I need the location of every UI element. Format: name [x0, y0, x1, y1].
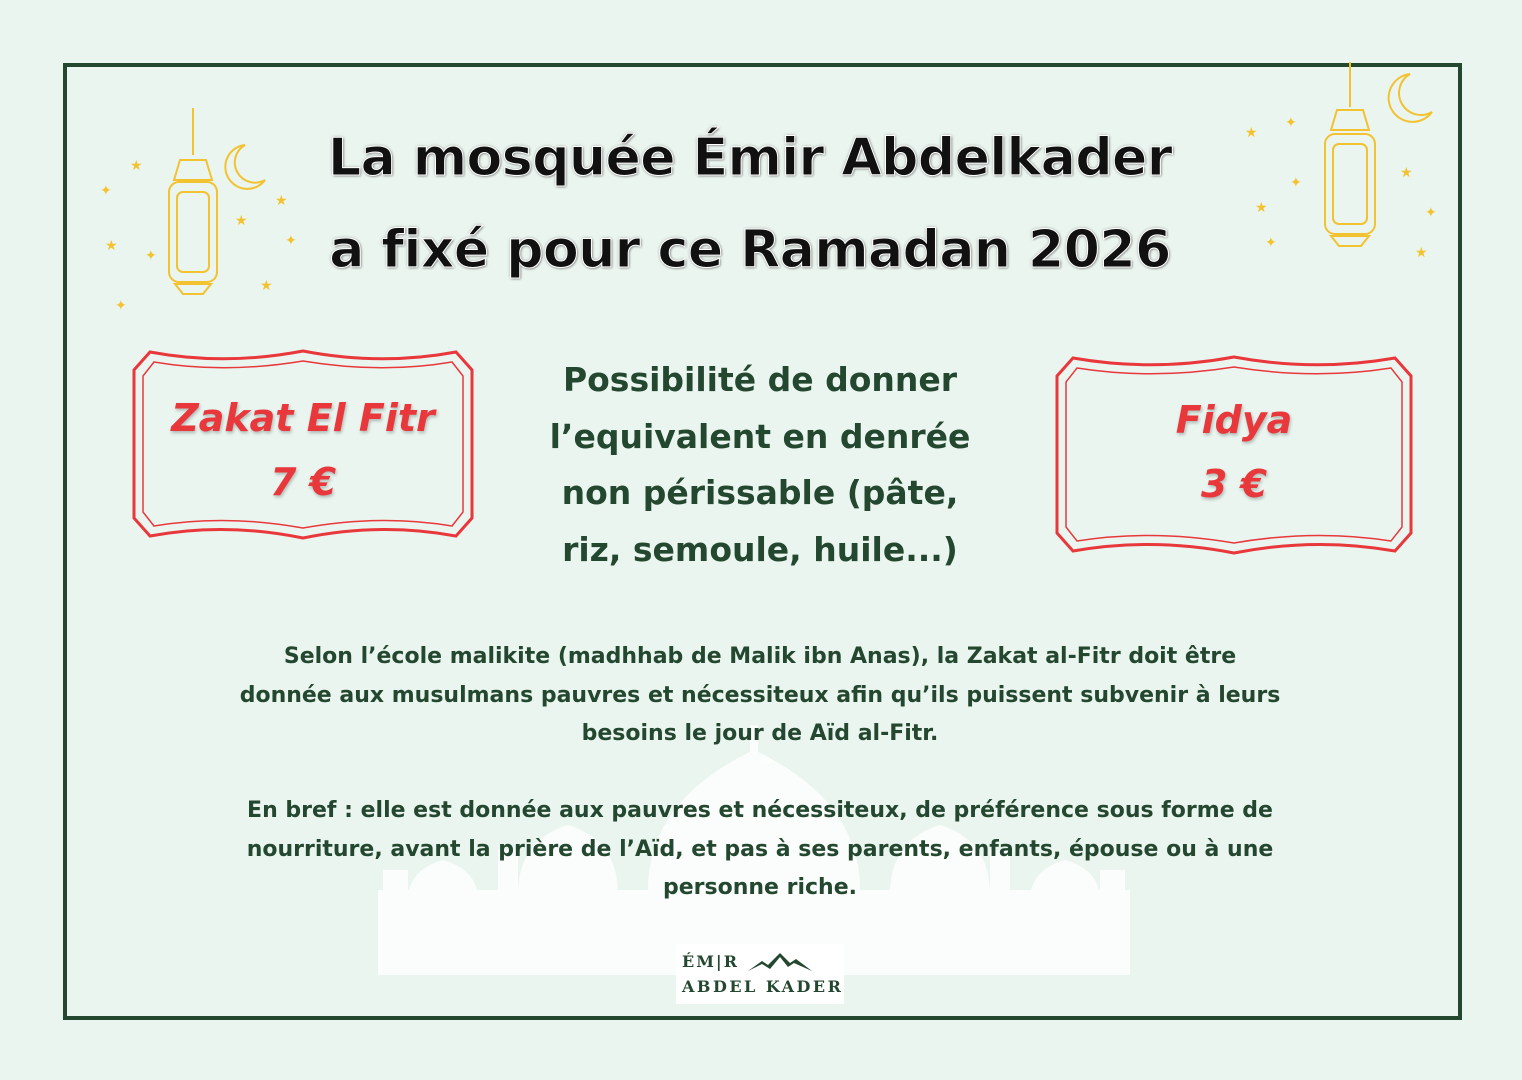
svg-text:★: ★: [105, 238, 118, 254]
svg-text:★: ★: [1255, 200, 1268, 216]
svg-text:★: ★: [1245, 125, 1258, 141]
svg-text:✦: ✦: [115, 298, 127, 314]
svg-text:✦: ✦: [1425, 205, 1437, 221]
svg-text:✦: ✦: [145, 248, 157, 264]
text-line: non périssable (pâte,: [561, 473, 959, 512]
fidya-price-card: [1053, 352, 1415, 557]
zakat-amount: 7 €: [269, 460, 337, 504]
svg-text:✦: ✦: [285, 233, 297, 249]
svg-text:★: ★: [260, 278, 273, 294]
lantern-right-decoration: [1235, 62, 1460, 302]
svg-text:★: ★: [130, 158, 143, 174]
text-line: Selon l’école malikite (madhhab de Malik ibn Anas), la Zakat al-Fitr doit être: [283, 644, 1237, 669]
text-line: l’equivalent en denrée: [549, 416, 971, 456]
text-line: besoins le jour de Aïd al-Fitr.: [581, 721, 939, 746]
svg-text:★: ★: [1400, 165, 1413, 181]
svg-text:★: ★: [1415, 245, 1428, 261]
zakat-label: Zakat El Fitr: [171, 396, 435, 440]
svg-text:✦: ✦: [1290, 175, 1302, 191]
logo-line-1: ÉM|R: [682, 952, 740, 971]
text-line: En bref : elle est donnée aux pauvres et nécessiteux, de préférence sous forme de: [247, 798, 1273, 823]
zakat-price-card: [130, 346, 476, 542]
fidya-amount: 3 €: [1200, 462, 1268, 506]
emir-abdelkader-logo: [676, 944, 844, 1004]
mountain-icon: [748, 951, 812, 973]
text-line: nourriture, avant la prière de l’Aïd, et pas à ses parents, enfants, épouse ou à une: [246, 836, 1274, 862]
text-line: Possibilité de donner: [562, 360, 958, 399]
in-kind-donation-text: [520, 352, 1000, 578]
svg-text:★: ★: [235, 213, 248, 229]
malikite-paragraph: [190, 638, 1330, 754]
logo-line-2: ABDEL KADER: [682, 977, 844, 996]
poster-title: [250, 112, 1250, 296]
fidya-label: Fidya: [1175, 398, 1293, 442]
title-line-2: a fixé pour ce Ramadan 2026: [329, 220, 1171, 280]
svg-text:✦: ✦: [100, 183, 112, 199]
title-line-1: La mosquée Émir Abdelkader: [328, 128, 1172, 188]
svg-text:★: ★: [275, 193, 288, 209]
text-line: personne riche.: [662, 875, 857, 900]
svg-text:✦: ✦: [1265, 235, 1277, 251]
text-line: riz, semoule, huile...): [562, 529, 958, 569]
text-line: donnée aux musulmans pauvres et nécessiteux afin qu’ils puissent subvenir à leurs: [239, 682, 1281, 708]
summary-paragraph: [190, 792, 1330, 908]
svg-text:✦: ✦: [1285, 115, 1297, 131]
